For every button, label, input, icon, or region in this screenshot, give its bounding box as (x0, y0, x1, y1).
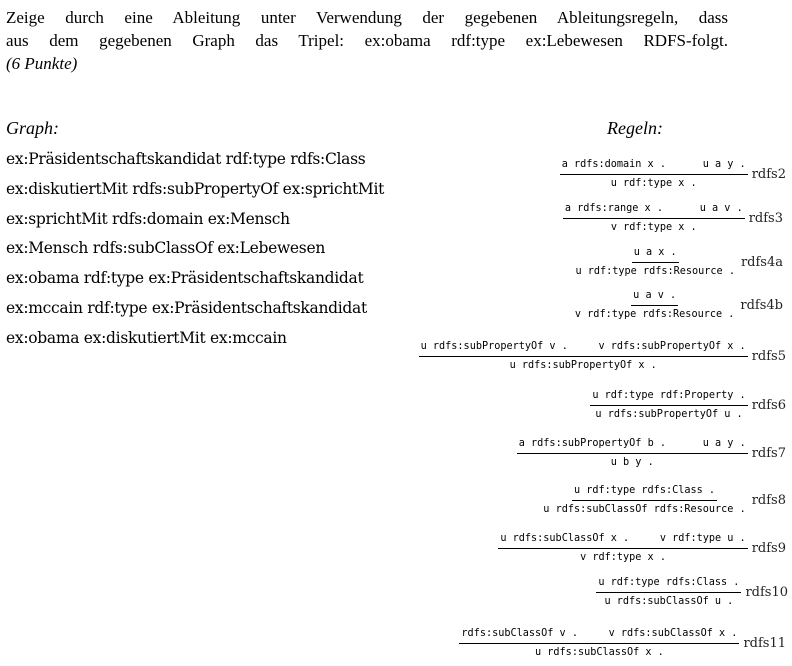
rule-conclusion: u rdfs:subPropertyOf u . (595, 409, 743, 420)
rule-name: rdfs3 (748, 210, 783, 226)
rule-premise: rdfs:subClassOf v . v rdfs:subClassOf x . (459, 627, 739, 644)
rule-conclusion: u rdfs:subClassOf x . (535, 647, 664, 658)
rule-name: rdfs9 (751, 540, 786, 556)
graph-triple: ex:mccain rdf:type ex:Präsidentschaftskandidat (6, 298, 367, 317)
rule-fraction (419, 340, 748, 372)
rule-name: rdfs4a (740, 254, 783, 270)
rule-fraction (573, 246, 736, 278)
rule-premise: u rdf:type rdfs:Class . (596, 576, 741, 593)
rule-fraction (596, 576, 741, 608)
rule-rdfs8 (541, 484, 786, 516)
graph-triple: ex:Mensch rdfs:subClassOf ex:Lebewesen (6, 239, 325, 258)
rule-rdfs5 (419, 340, 786, 372)
rule-fraction (560, 158, 748, 190)
rule-rdfs10 (596, 576, 788, 608)
rule-rdfs4a (573, 246, 783, 278)
rule-name: rdfs4b (740, 297, 783, 313)
rule-conclusion: u rdfs:subPropertyOf x . (509, 360, 657, 371)
rules-heading: Regeln: (607, 118, 663, 138)
rule-premise: u rdf:type rdfs:Class . (572, 484, 717, 501)
rule-premise: u rdf:type rdf:Property . (590, 389, 747, 406)
graph-triple: ex:diskutiertMit rdfs:subPropertyOf ex:sprichtMit (6, 179, 385, 198)
rule-rdfs9 (498, 532, 786, 564)
task-points: (6 Punkte) (6, 54, 78, 73)
rule-rdfs7 (517, 437, 786, 469)
rule-premise: a rdfs:range x . u a v . (563, 202, 745, 219)
rule-conclusion: v rdf:type x . (610, 222, 697, 233)
rule-premise: u a v . (631, 289, 678, 306)
rule-rdfs6 (590, 389, 786, 421)
rule-premise: u rdfs:subPropertyOf v . v rdfs:subPropertyOf x . (419, 340, 748, 357)
rule-premise: a rdfs:domain x . u a y . (560, 158, 748, 175)
rule-premise: u rdfs:subClassOf x . v rdf:type u . (498, 532, 747, 549)
rule-conclusion: v rdf:type x . (580, 552, 666, 563)
rule-name: rdfs2 (751, 166, 786, 182)
graph-triple: ex:sprichtMit rdfs:domain ex:Mensch (6, 209, 290, 228)
rule-conclusion: u rdf:type x . (610, 178, 697, 189)
rule-conclusion: u rdfs:subClassOf u . (604, 596, 734, 607)
rule-fraction (573, 289, 736, 321)
rule-name: rdfs7 (751, 445, 786, 461)
rule-fraction (459, 627, 739, 659)
graph-triple: ex:Präsidentschaftskandidat rdf:type rdfs:Class (6, 150, 366, 168)
rule-fraction (517, 437, 748, 469)
rule-fraction (563, 202, 745, 234)
rule-rdfs3 (563, 202, 783, 234)
rule-name: rdfs8 (751, 492, 786, 508)
rule-conclusion: v rdf:type rdfs:Resource . (574, 309, 735, 320)
rule-rdfs2 (560, 158, 786, 190)
rule-name: rdfs5 (751, 348, 786, 364)
rule-name: rdfs10 (745, 584, 788, 600)
rule-name: rdfs6 (751, 397, 786, 413)
rule-fraction (590, 389, 747, 421)
rule-fraction (498, 532, 747, 564)
rule-fraction (541, 484, 747, 516)
graph-triple: ex:obama rdf:type ex:Präsidentschaftskandidat (6, 269, 364, 288)
task-line-2: aus dem gegebenen Graph das Tripel: ex:obama rdf:type ex:Lebewesen RDFS-folgt. (6, 31, 728, 50)
graph-heading: Graph: (6, 118, 59, 138)
rule-premise: a rdfs:subPropertyOf b . u a y . (517, 437, 748, 454)
rule-conclusion: u rdf:type rdfs:Resource . (575, 266, 735, 277)
rule-rdfs11 (459, 627, 786, 659)
rule-name: rdfs11 (743, 635, 786, 651)
graph-triple: ex:obama ex:diskutiertMit ex:mccain (6, 328, 287, 347)
rule-rdfs4b (573, 289, 783, 321)
rule-premise: u a x . (632, 246, 679, 263)
rule-conclusion: u rdfs:subClassOf rdfs:Resource . (543, 504, 746, 515)
task-line-1: Zeige durch eine Ableitung unter Verwendung der gegebenen Ableitungsregeln, dass (6, 8, 728, 27)
rule-conclusion: u b y . (610, 457, 654, 468)
